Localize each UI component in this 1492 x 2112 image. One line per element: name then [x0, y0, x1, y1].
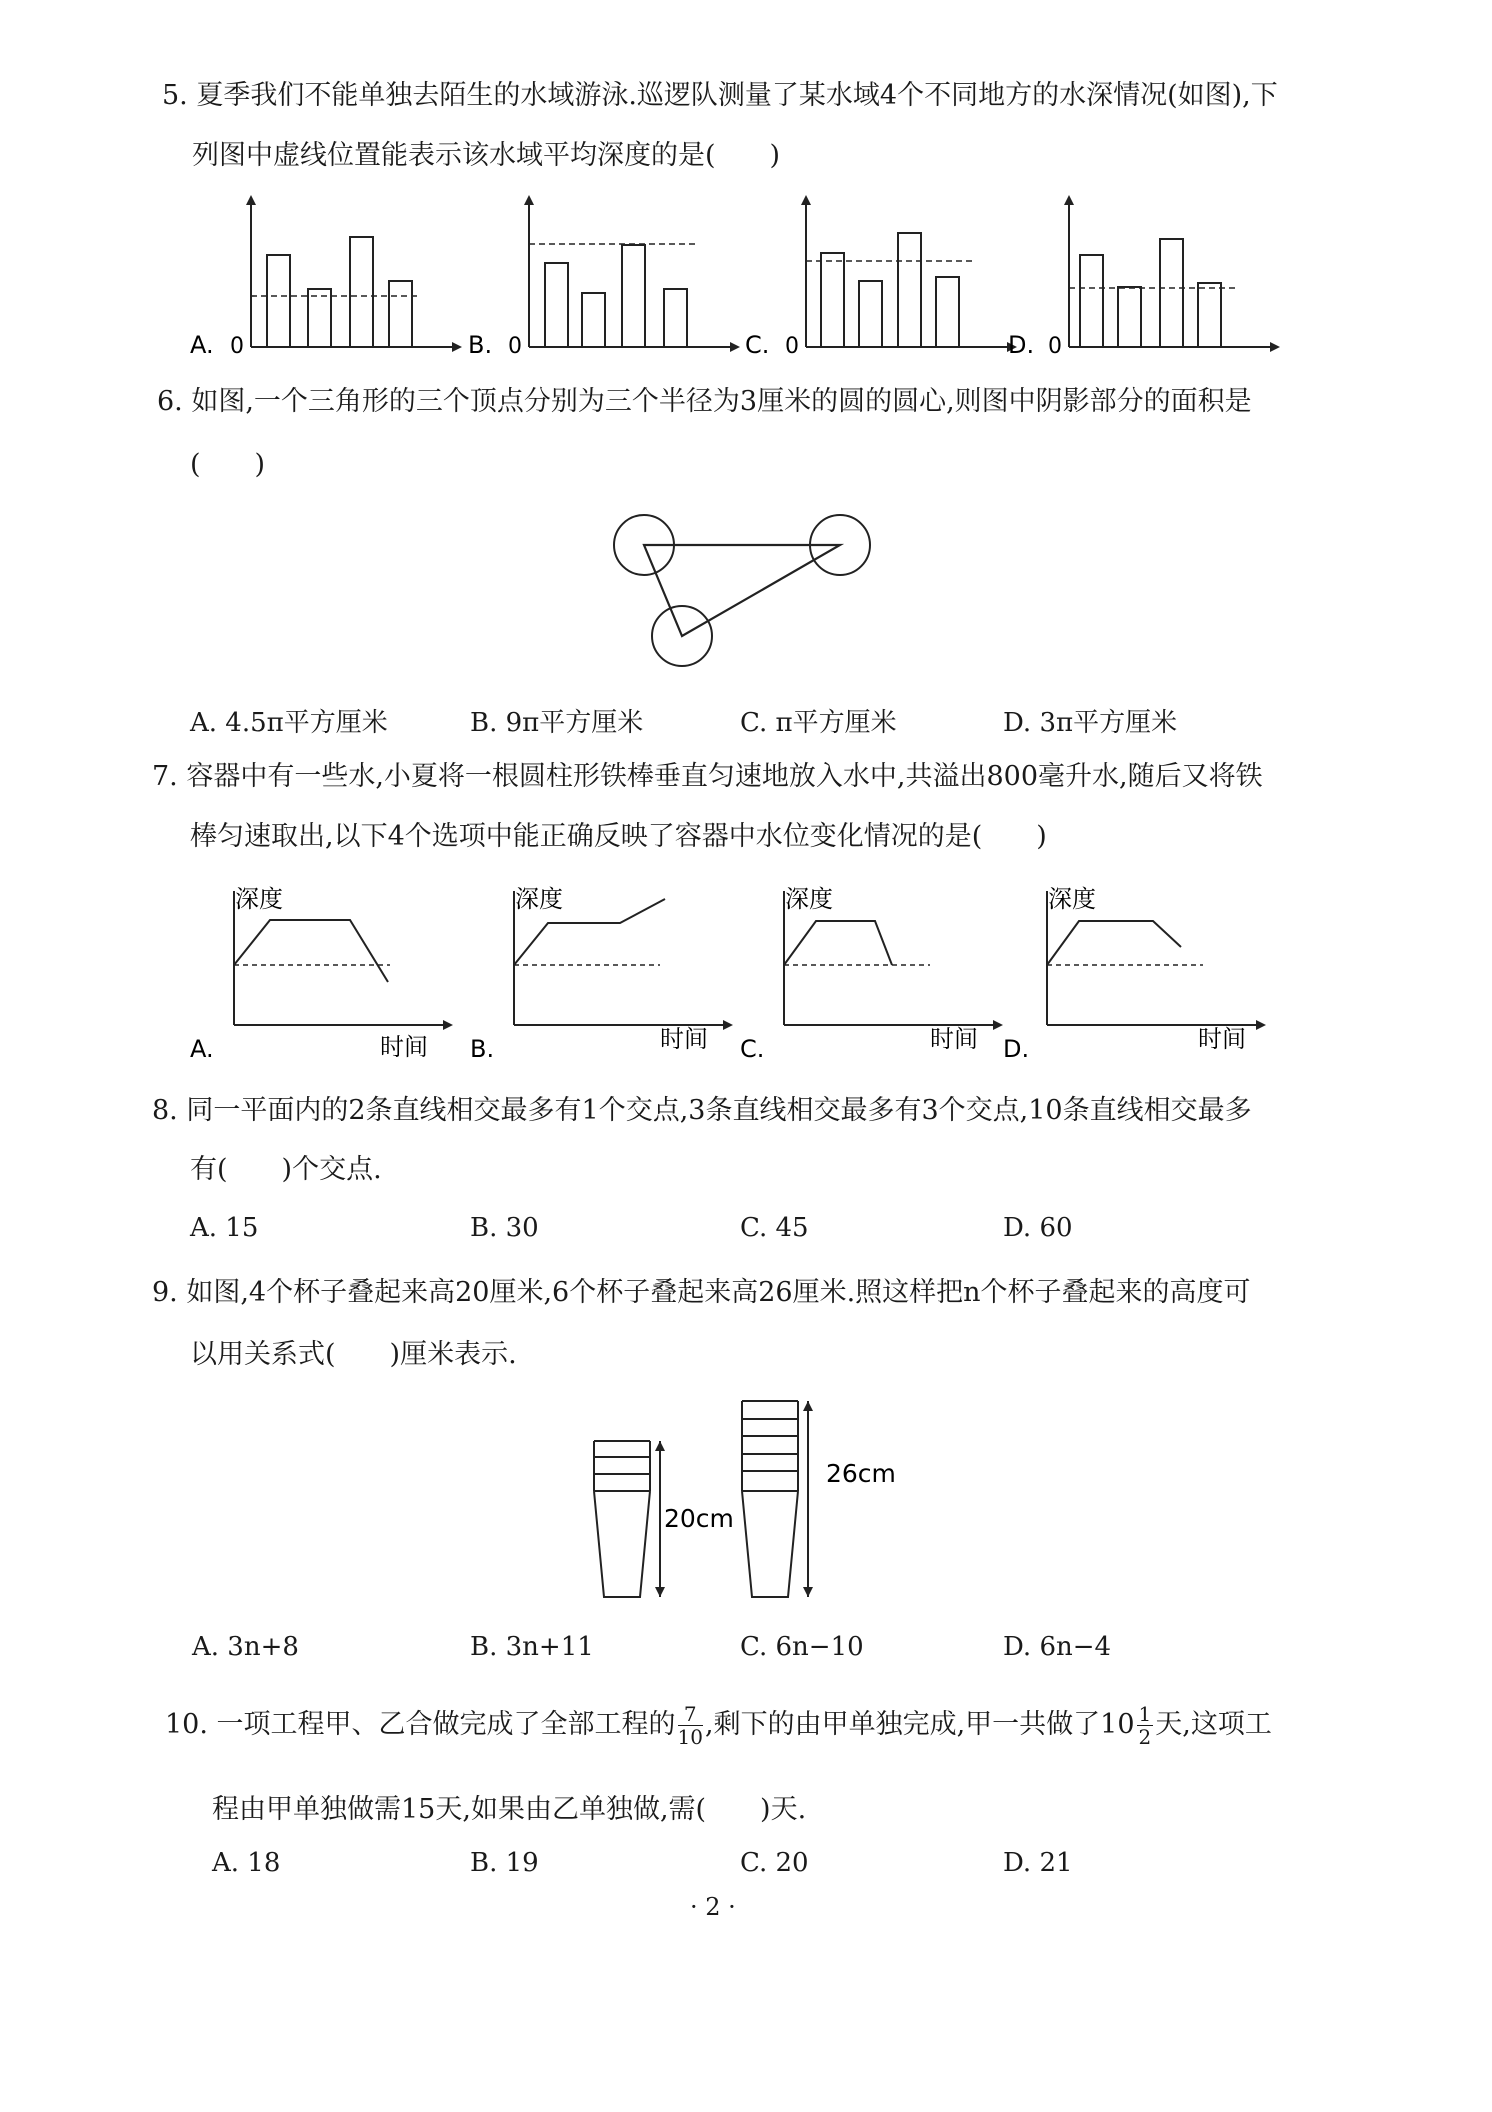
- q8-option-d[interactable]: D. 60: [1003, 1213, 1073, 1243]
- option-label: D.: [1008, 331, 1035, 359]
- fraction-1-2: $\frac{1}{2}$: [1138, 1702, 1152, 1749]
- q5-chart-a: [190, 195, 460, 360]
- x-axis-label: 时间: [660, 1025, 708, 1053]
- q7-graph-c: [740, 885, 1010, 1063]
- q8-text-line1: 8. 同一平面内的2条直线相交最多有1个交点,3条直线相交最多有3个交点,10条直线相交最多: [152, 1095, 1252, 1126]
- option-label: D.: [1003, 1035, 1030, 1063]
- q6-option-c[interactable]: C. π平方厘米: [740, 708, 897, 738]
- q10-option-c[interactable]: C. 20: [740, 1848, 809, 1878]
- q6-option-d[interactable]: D. 3π平方厘米: [1003, 708, 1178, 738]
- q9-option-d[interactable]: D. 6n−4: [1003, 1632, 1112, 1662]
- q10-option-d[interactable]: D. 21: [1003, 1848, 1073, 1878]
- q9-option-b[interactable]: B. 3n+11: [470, 1632, 594, 1662]
- option-label: A.: [190, 331, 214, 359]
- fraction-7-10: $\frac{7}{10}$: [677, 1702, 703, 1749]
- q7-graph-b: [470, 885, 740, 1063]
- q8-text-line2: 有( )个交点.: [190, 1154, 382, 1185]
- option-label: C.: [740, 1035, 765, 1063]
- x-axis-label: 时间: [1198, 1025, 1246, 1053]
- q5-text-line2: 列图中虚线位置能表示该水域平均深度的是( ): [192, 140, 781, 171]
- q8-option-a[interactable]: A. 15: [190, 1213, 259, 1243]
- q6-option-b[interactable]: B. 9π平方厘米: [470, 708, 644, 738]
- q9-text-line2: 以用关系式( )厘米表示.: [190, 1339, 517, 1370]
- q6-text-line2: ( ): [190, 449, 266, 480]
- height-label-6-cups: 26cm: [826, 1459, 896, 1488]
- q10-option-a[interactable]: A. 18: [212, 1848, 281, 1878]
- q9-option-c[interactable]: C. 6n−10: [740, 1632, 864, 1662]
- q9-text-line1: 9. 如图,4个杯子叠起来高20厘米,6个杯子叠起来高26厘米.照这样把n个杯子叠起来的高度可: [152, 1277, 1251, 1308]
- q6-triangle-circles-figure: [600, 505, 880, 685]
- q7-graph-a: [190, 885, 460, 1063]
- q7-text-line2: 棒匀速取出,以下4个选项中能正确反映了容器中水位变化情况的是( ): [190, 821, 1047, 852]
- q5-chart-b: [468, 195, 738, 360]
- q6-option-a[interactable]: A. 4.5π平方厘米: [190, 708, 388, 738]
- option-label: B.: [468, 331, 493, 359]
- q5-text-line1: 5. 夏季我们不能单独去陌生的水域游泳.巡逻队测量了某水域4个不同地方的水深情况(如图),下: [162, 80, 1278, 111]
- q10-text-line2: 程由甲单独做需15天,如果由乙单独做,需( )天.: [212, 1794, 807, 1825]
- q10-text-line1: [165, 1700, 1272, 1750]
- q8-option-b[interactable]: B. 30: [470, 1213, 539, 1243]
- zero-label: 0: [230, 334, 244, 359]
- q7-graph-d: [1003, 885, 1273, 1063]
- y-axis-label: 深度: [515, 885, 563, 913]
- q10-option-b[interactable]: B. 19: [470, 1848, 539, 1878]
- q6-text-line1: 6. 如图,一个三角形的三个顶点分别为三个半径为3厘米的圆的圆心,则图中阴影部分的面积是: [157, 386, 1252, 417]
- q5-chart-c: [745, 195, 1015, 360]
- height-label-4-cups: 20cm: [664, 1504, 734, 1533]
- y-axis-label: 深度: [235, 885, 283, 913]
- zero-label: 0: [508, 334, 522, 359]
- option-label: C.: [745, 331, 770, 359]
- page-number: · 2 ·: [690, 1893, 736, 1921]
- x-axis-label: 时间: [380, 1033, 428, 1061]
- q9-option-a[interactable]: A. 3n+8: [192, 1632, 299, 1662]
- zero-label: 0: [785, 334, 799, 359]
- q8-option-c[interactable]: C. 45: [740, 1213, 809, 1243]
- q10-text-part3: 天,这项工: [1155, 1709, 1272, 1740]
- q9-cups-figure: [580, 1395, 900, 1615]
- q10-text-part2: ,剩下的由甲单独完成,甲一共做了10: [704, 1709, 1135, 1740]
- y-axis-label: 深度: [1048, 885, 1096, 913]
- y-axis-label: 深度: [785, 885, 833, 913]
- q5-chart-d: [1008, 195, 1278, 360]
- zero-label: 0: [1048, 334, 1062, 359]
- x-axis-label: 时间: [930, 1025, 978, 1053]
- q10-text-part1: 10. 一项工程甲、乙合做完成了全部工程的: [165, 1709, 676, 1740]
- q7-text-line1: 7. 容器中有一些水,小夏将一根圆柱形铁棒垂直匀速地放入水中,共溢出800毫升水,随后又将铁: [152, 761, 1263, 792]
- option-label: B.: [470, 1035, 495, 1063]
- option-label: A.: [190, 1035, 214, 1063]
